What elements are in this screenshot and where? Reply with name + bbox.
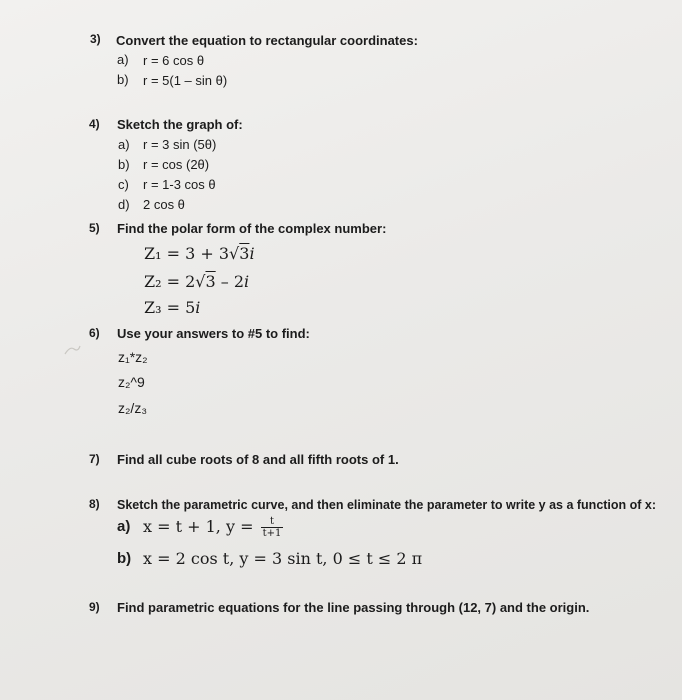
q5-z3: Z₃ = 5i [144, 298, 201, 317]
q4-b-label: b) [118, 157, 130, 172]
q8-a-equation: x = t + 1, y = $\frac{t}{t+1}$ [143, 516, 282, 539]
q8-prompt: Sketch the parametric curve, and then eliminate the parameter to write y as a function of x: [117, 498, 657, 512]
q5-z2: Z₂ = 2√3 – 2i [144, 272, 250, 291]
q5-z1: Z₁ = 3 + 3√3i [144, 244, 255, 263]
q4-c-label: c) [118, 177, 129, 192]
q6-line-2: z₂^9 [118, 374, 145, 390]
q4-prompt: Sketch the graph of: [117, 117, 243, 132]
q3-prompt: Convert the equation to rectangular coordinates: [116, 33, 418, 48]
q8-a-fraction: $\frac{t}{t+1}$ [262, 516, 282, 539]
pen-mark-icon [62, 340, 82, 360]
q4-a-label: a) [118, 137, 130, 152]
q4-d-text: 2 cos θ [143, 197, 185, 212]
q9-number: 9) [89, 600, 100, 614]
q4-d-label: d) [118, 197, 130, 212]
q5-prompt: Find the polar form of the complex number: [117, 221, 387, 236]
q4-a-text: r = 3 sin (5θ) [143, 137, 217, 152]
q7-number: 7) [89, 452, 100, 466]
q5-number: 5) [89, 221, 100, 235]
q9-prompt: Find parametric equations for the line passing through (12, 7) and the origin. [117, 600, 590, 615]
q4-c-text: r = 1-3 cos θ [143, 177, 216, 192]
q8-b-label: b) [117, 550, 132, 567]
q7-prompt: Find all cube roots of 8 and all fifth roots of 1. [117, 452, 399, 467]
q8-a-label: a) [117, 518, 131, 535]
q6-line-3: z₂/z₃ [118, 400, 148, 416]
q6-line-1: z₁*z₂ [118, 349, 148, 365]
q8-b-equation: x = 2 cos t, y = 3 sin t, 0 ≤ t ≤ 2 π [143, 549, 423, 568]
q6-prompt: Use your answers to #5 to find: [117, 326, 310, 341]
q4-number: 4) [89, 117, 100, 131]
q4-b-text: r = cos (2θ) [143, 157, 210, 172]
q3-a-text: r = 6 cos θ [143, 53, 205, 68]
q3-b-label: b) [117, 72, 129, 87]
q8-number: 8) [89, 497, 100, 511]
q3-b-text: r = 5(1 – sin θ) [143, 73, 228, 88]
q3-a-label: a) [117, 52, 129, 67]
q3-number: 3) [90, 32, 101, 46]
q6-number: 6) [89, 326, 100, 340]
